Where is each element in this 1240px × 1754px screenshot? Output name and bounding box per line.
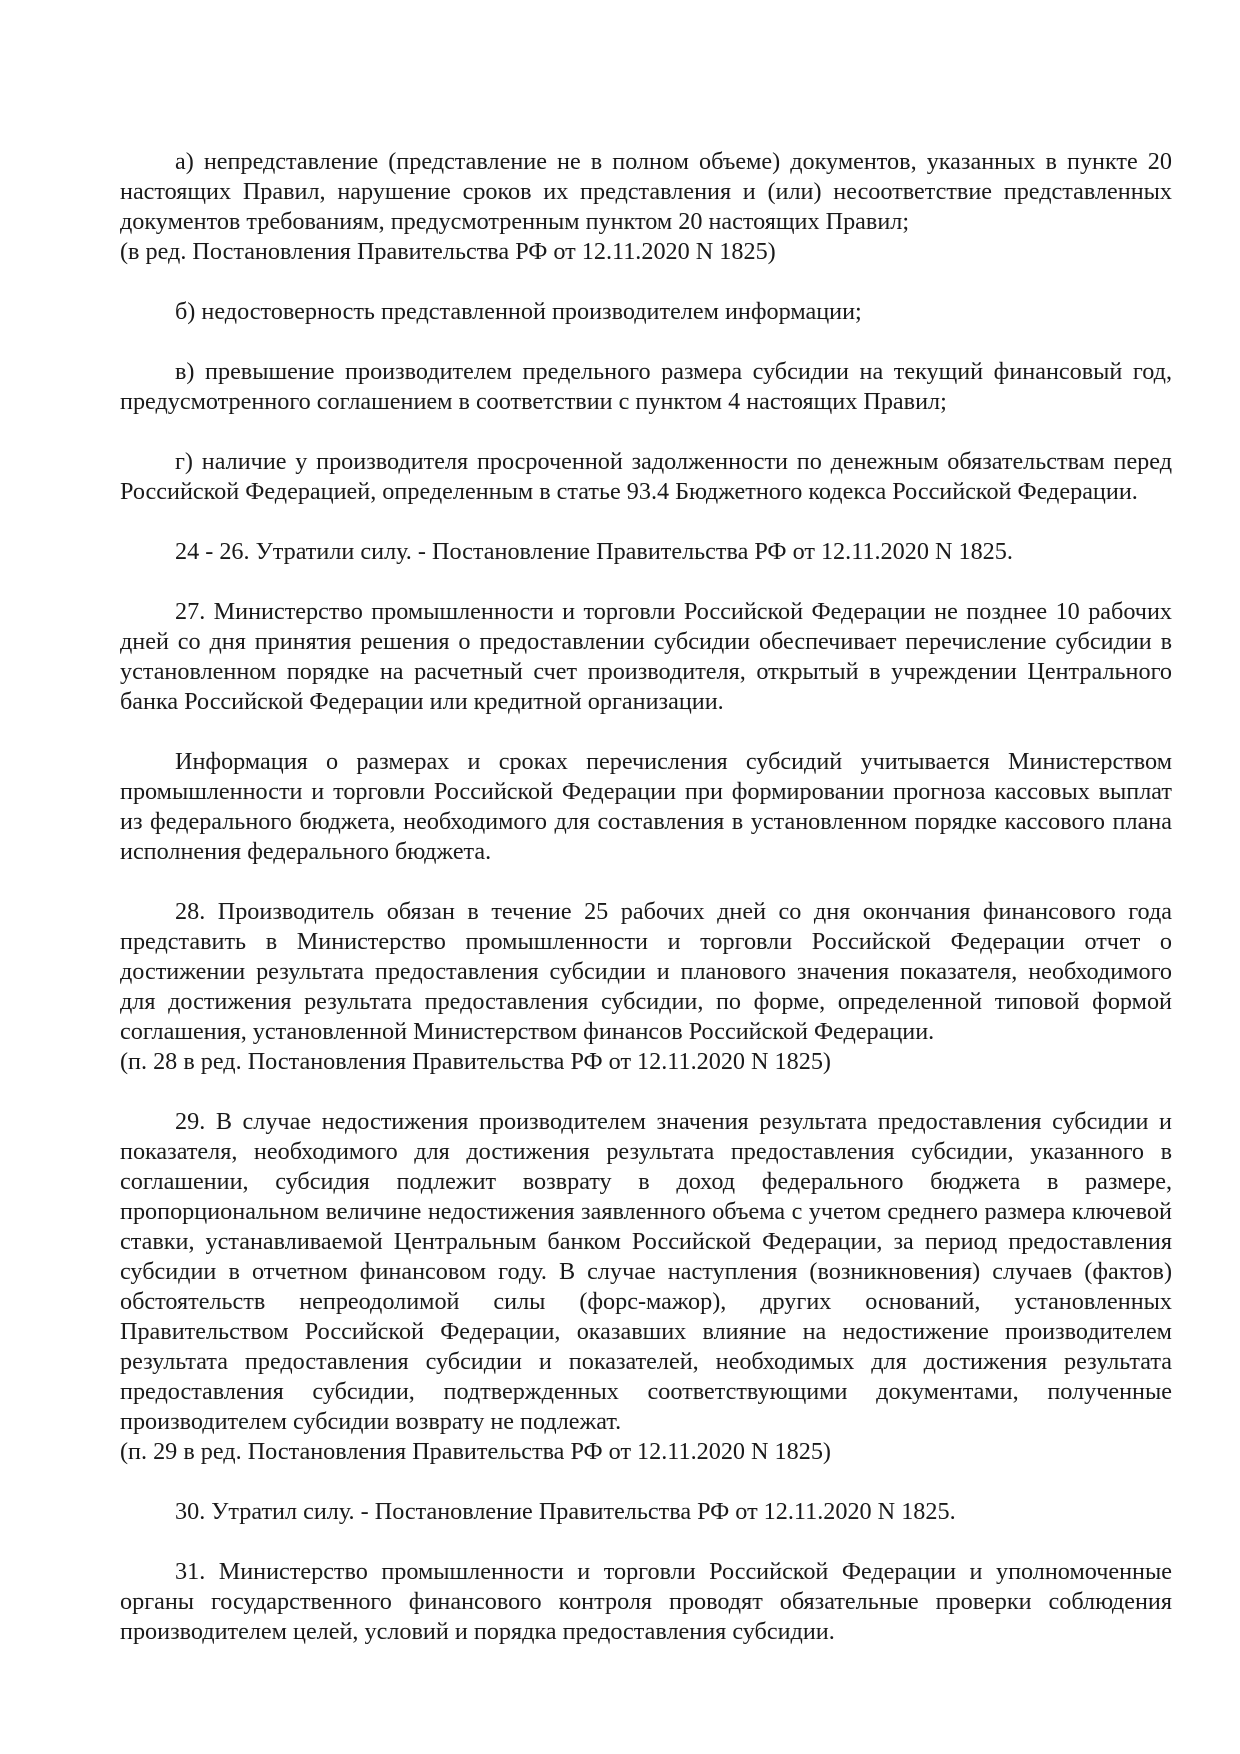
clause-27-info <box>120 747 1172 867</box>
subparagraph-a <box>120 147 1172 267</box>
paragraph-text: Информация о размерах и сроках перечисления субсидий учитывается Министерством промышленности и торговли Российской Федерации при формировании прогноза кассовых выплат из федерального бюджета, необходимого для составления в установленном порядке кассового плана исполнения федерального бюджета. <box>120 748 1172 865</box>
clause-29 <box>120 1107 1172 1467</box>
paragraph-text: б) недостоверность представленной производителем информации; <box>175 298 862 325</box>
clause-30 <box>120 1497 1172 1527</box>
clause-24-26 <box>120 537 1172 567</box>
document-page <box>120 147 1172 1647</box>
paragraph-text: 29. В случае недостижения производителем значения результата предоставления субсидии и показателя, необходимого для достижения результата предоставления субсидии, указанного в соглашении, субсидия подлежит возврату в доход федерального бюджета в размере, пропорциональном величине недостижения заявленного объема с учетом среднего размера ключевой ставки, устанавливаемой Центральным банком Российской Федерации, за период предоставления субсидии в отчетном финансовом году. В случае наступления (возникновения) случаев (фактов) обстоятельств непреодолимой силы (форс-мажор), других оснований, установленных Правительством Российской Федерации, оказавших влияние на недостижение производителем результата предоставления субсидии и показателей, необходимых для достижения результата предоставления субсидии, подтвержденных соответствующими документами, полученные производителем субсидии возврату не подлежат. <box>120 1108 1172 1435</box>
clause-31 <box>120 1557 1172 1647</box>
subparagraph-g <box>120 447 1172 507</box>
paragraph-text: а) непредставление (представление не в полном объеме) документов, указанных в пункте 20 настоящих Правил, нарушение сроков их представления и (или) несоответствие представленных документов требованиям, предусмотренным пунктом 20 настоящих Правил; <box>120 148 1172 235</box>
paragraph-text: в) превышение производителем предельного размера субсидии на текущий финансовый год, предусмотренного соглашением в соответствии с пунктом 4 настоящих Правил; <box>120 358 1172 415</box>
clause-28 <box>120 897 1172 1077</box>
amendment-note: (п. 29 в ред. Постановления Правительства РФ от 12.11.2020 N 1825) <box>120 1438 831 1465</box>
paragraph-text: 30. Утратил силу. - Постановление Правительства РФ от 12.11.2020 N 1825. <box>175 1498 956 1525</box>
paragraph-text: 24 - 26. Утратили силу. - Постановление Правительства РФ от 12.11.2020 N 1825. <box>175 538 1013 565</box>
paragraph-text: 28. Производитель обязан в течение 25 рабочих дней со дня окончания финансового года представить в Министерство промышленности и торговли Российской Федерации отчет о достижении результата предоставления субсидии и планового значения показателя, необходимого для достижения результата предоставления субсидии, по форме, определенной типовой формой соглашения, установленной Министерством финансов Российской Федерации. <box>120 898 1172 1045</box>
clause-27 <box>120 597 1172 717</box>
subparagraph-b <box>120 297 1172 327</box>
subparagraph-v <box>120 357 1172 417</box>
paragraph-text: 31. Министерство промышленности и торговли Российской Федерации и уполномоченные органы государственного финансового контроля проводят обязательные проверки соблюдения производителем целей, условий и порядка предоставления субсидии. <box>120 1558 1172 1645</box>
amendment-note: (в ред. Постановления Правительства РФ от 12.11.2020 N 1825) <box>120 238 776 265</box>
paragraph-text: 27. Министерство промышленности и торговли Российской Федерации не позднее 10 рабочих дней со дня принятия решения о предоставлении субсидии обеспечивает перечисление субсидии в установленном порядке на расчетный счет производителя, открытый в учреждении Центрального банка Российской Федерации или кредитной организации. <box>120 598 1172 715</box>
paragraph-text: г) наличие у производителя просроченной задолженности по денежным обязательствам перед Российской Федерацией, определенным в статье 93.4 Бюджетного кодекса Российской Федерации. <box>120 448 1172 505</box>
amendment-note: (п. 28 в ред. Постановления Правительства РФ от 12.11.2020 N 1825) <box>120 1048 831 1075</box>
